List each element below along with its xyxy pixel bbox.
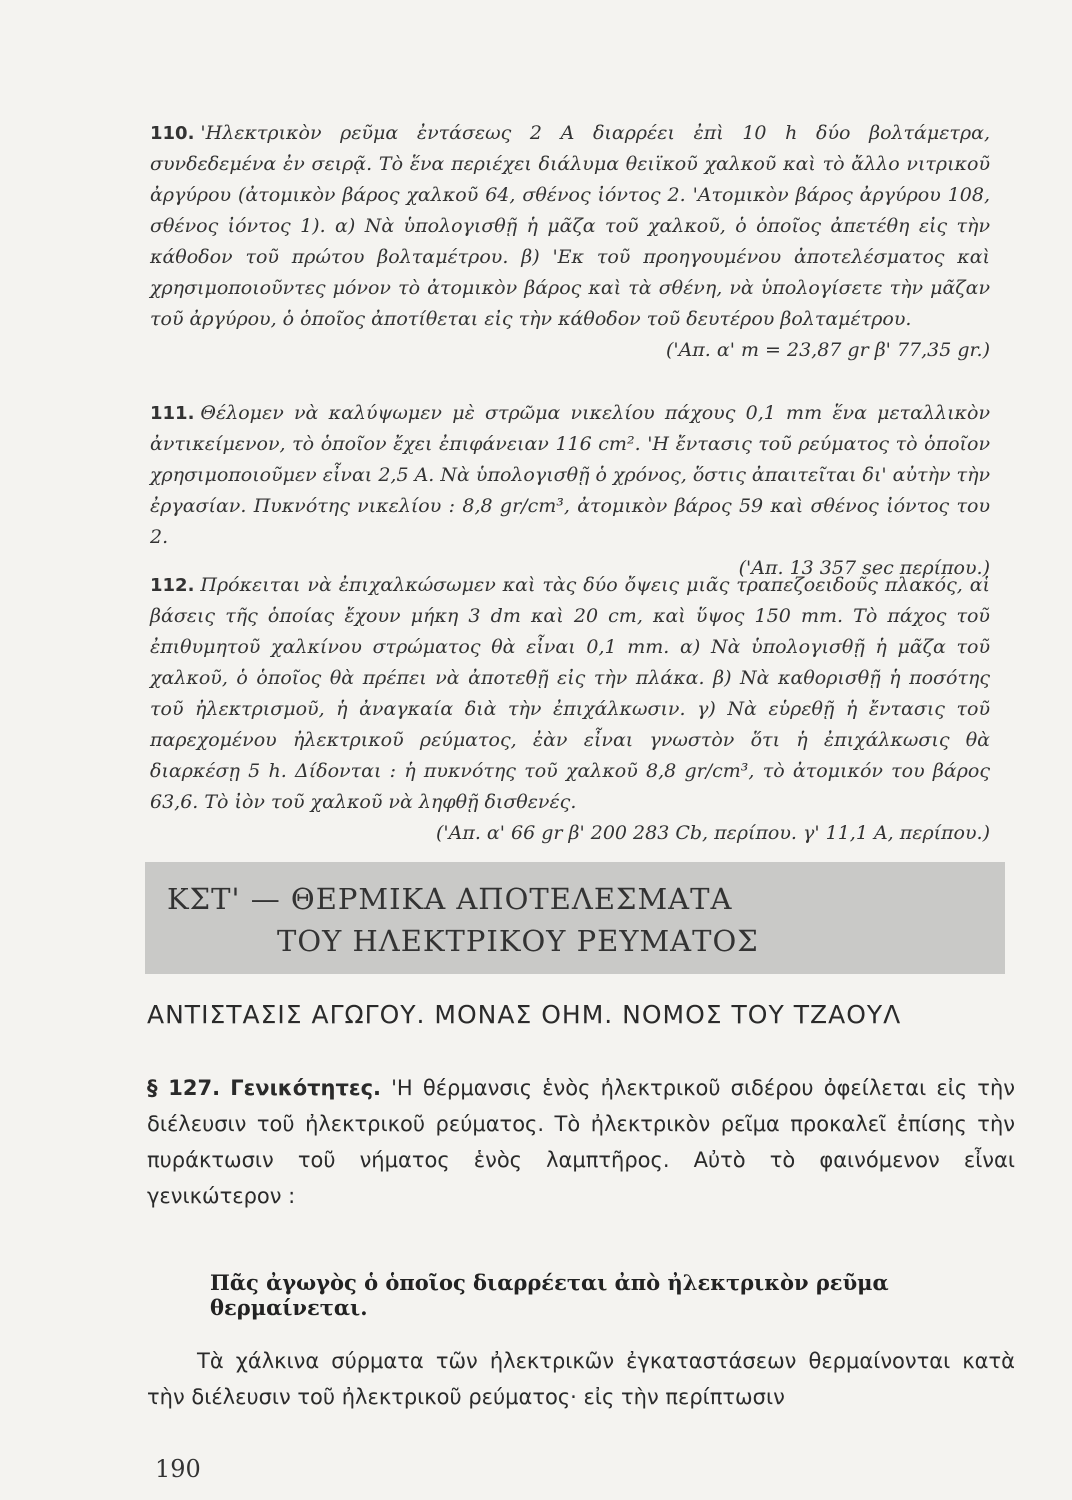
problem-text: Πρόκειται νὰ ἐπιχαλκώσωμεν καὶ τὰς δύο ὄψεις μιᾶς τραπεζοειδοῦς πλακός, αἱ βάσεις τῆς ὁποίας ἔχουν μήκη 3 dm καὶ 20 cm, καὶ ὕψος 150 mm. Τὸ πάχος τοῦ ἐπιθυμητοῦ χαλκίνου στρώματος θὰ εἶναι 0,1 mm. α) Νὰ ὑπολογισθῇ ἡ μᾶζα τοῦ χαλκοῦ, ὁ ὁποῖος θὰ πρέπει νὰ ἀποτεθῇ εἰς τὴν πλάκα. β) Νὰ καθορισθῇ ἡ ποσότης τοῦ ἠλεκτρισμοῦ, ἡ ἀναγκαία διὰ τὴν ἐπιχάλκωσιν. γ) Νὰ εὑρεθῇ ἡ ἔντασις τοῦ παρεχομένου ἠλεκτρικοῦ ρεύματος, ἐὰν εἶναι γνωστὸν ὅτι ἡ ἐπιχάλκωσις θὰ διαρκέσῃ 5 h. Δίδονται : ἡ πυκνότης τοῦ χαλκοῦ 8,8 gr/cm³, τὸ ἀτομικόν του βάρος 63,6. Τὸ ἰὸν τοῦ χαλκοῦ νὰ ληφθῇ δισθενές. bbox=[150, 574, 990, 813]
closing-text: Τὰ χάλκινα σύρματα τῶν ἠλεκτρικῶν ἐγκαταστάσεων θερμαίνονται κατὰ τὴν διέλευσιν τοῦ ἠλεκτρικοῦ ρεύματος· εἰς τὴν περίπτωσιν bbox=[147, 1349, 1015, 1409]
page-number: 190 bbox=[155, 1455, 201, 1483]
principle-statement: Πᾶς ἀγωγὸς ὁ ὁποῖος διαρρέεται ἀπὸ ἠλεκτρικὸν ρεῦμα θερμαίνεται. bbox=[210, 1270, 889, 1320]
problem-text: Θέλομεν νὰ καλύψωμεν μὲ στρῶμα νικελίου πάχους 0,1 mm ἕνα μεταλλικὸν ἀντικείμενον, τὸ ὁποῖον ἔχει ἐπιφάνειαν 116 cm². 'Η ἔντασις τοῦ ρεύματος τὸ ὁποῖον χρησιμοποιοῦμεν εἶναι 2,5 A. Νὰ ὑπολογισθῇ ὁ χρόνος, ὅστις ἀπαιτεῖται δι' αὐτὴν τὴν ἐργασίαν. Πυκνότης νικελίου : 8,8 gr/cm³, ἀτομικὸν βάρος 59 καὶ σθένος ἰόντος του 2. bbox=[150, 402, 990, 548]
problem-112 bbox=[150, 570, 990, 849]
chapter-title-line1: ΚΣΤ' — ΘΕΡΜΙΚΑ ΑΠΟΤΕΛΕΣΜΑΤΑ bbox=[167, 882, 733, 916]
section-heading: ΑΝΤΙΣΤΑΣΙΣ ΑΓΩΓΟΥ. ΜΟΝΑΣ ΟΗΜ. ΝΟΜΟΣ ΤΟΥ ΤΖΑΟΥΛ bbox=[147, 1000, 902, 1029]
section-127-paragraph bbox=[147, 1070, 1015, 1214]
section-number: § 127. bbox=[147, 1076, 221, 1100]
section-title: Γενικότητες. bbox=[230, 1076, 382, 1100]
closing-paragraph bbox=[147, 1343, 1015, 1415]
problem-111 bbox=[150, 398, 990, 584]
problem-number: 111. bbox=[150, 403, 195, 424]
section-text: 'Η θέρμανσις ἑνὸς ἠλεκτρικοῦ σιδέρου ὀφείλεται εἰς τὴν διέλευσιν τοῦ ἠλεκτρικοῦ ρεύματος. Τὸ ἠλεκτρικὸν ρεῖμα προκαλεῖ ἐπίσης τὴν πυράκτωσιν τοῦ νήματος ἑνὸς λαμπτῆρος. Αὐτὸ τὸ φαινόμενον εἶναι γενικώτερον : bbox=[147, 1076, 1015, 1208]
problem-answer: ('Απ. α' 66 gr β' 200 283 Cb, περίπου. γ' 11,1 A, περίπου.) bbox=[435, 822, 990, 844]
chapter-title-line2: ΤΟΥ ΗΛΕΚΤΡΙΚΟΥ ΡΕΥΜΑΤΟΣ bbox=[277, 924, 759, 958]
problem-answer: ('Απ. 13 357 sec περίπου.) bbox=[738, 557, 990, 579]
chapter-banner bbox=[145, 862, 1005, 974]
problem-number: 112. bbox=[150, 575, 195, 596]
problem-text: 'Ηλεκτρικὸν ρεῦμα ἐντάσεως 2 A διαρρέει ἐπὶ 10 h δύο βολτάμετρα, συνδεδεμένα ἐν σειρᾷ. Τὸ ἕνα περιέχει διάλυμα θειϊκοῦ χαλκοῦ καὶ τὸ ἄλλο νιτρικοῦ ἀργύρου (ἀτομικὸν βάρος χαλκοῦ 64, σθένος ἰόντος 2. 'Ατομικὸν βάρος ἀργύρου 108, σθένος ἰόντος 1). α) Νὰ ὑπολογισθῇ ἡ μᾶζα τοῦ χαλκοῦ, ὁ ὁποῖος ἀπετέθη εἰς τὴν κάθοδον τοῦ πρώτου βολταμέτρου. β) 'Εκ τοῦ προηγουμένου ἀποτελέσματος καὶ χρησιμοποιοῦντες μόνον τὸ ἀτομικὸν βάρος καὶ τὰ σθένη, νὰ ὑπολογίσετε τὴν μᾶζαν τοῦ ἀργύρου, ὁ ὁποῖος ἀποτίθεται εἰς τὴν κάθοδον τοῦ δευτέρου βολταμέτρου. bbox=[150, 122, 990, 330]
problem-answer: ('Απ. α' m = 23,87 gr β' 77,35 gr.) bbox=[665, 339, 990, 361]
problem-110 bbox=[150, 118, 990, 366]
problem-number: 110. bbox=[150, 123, 195, 144]
